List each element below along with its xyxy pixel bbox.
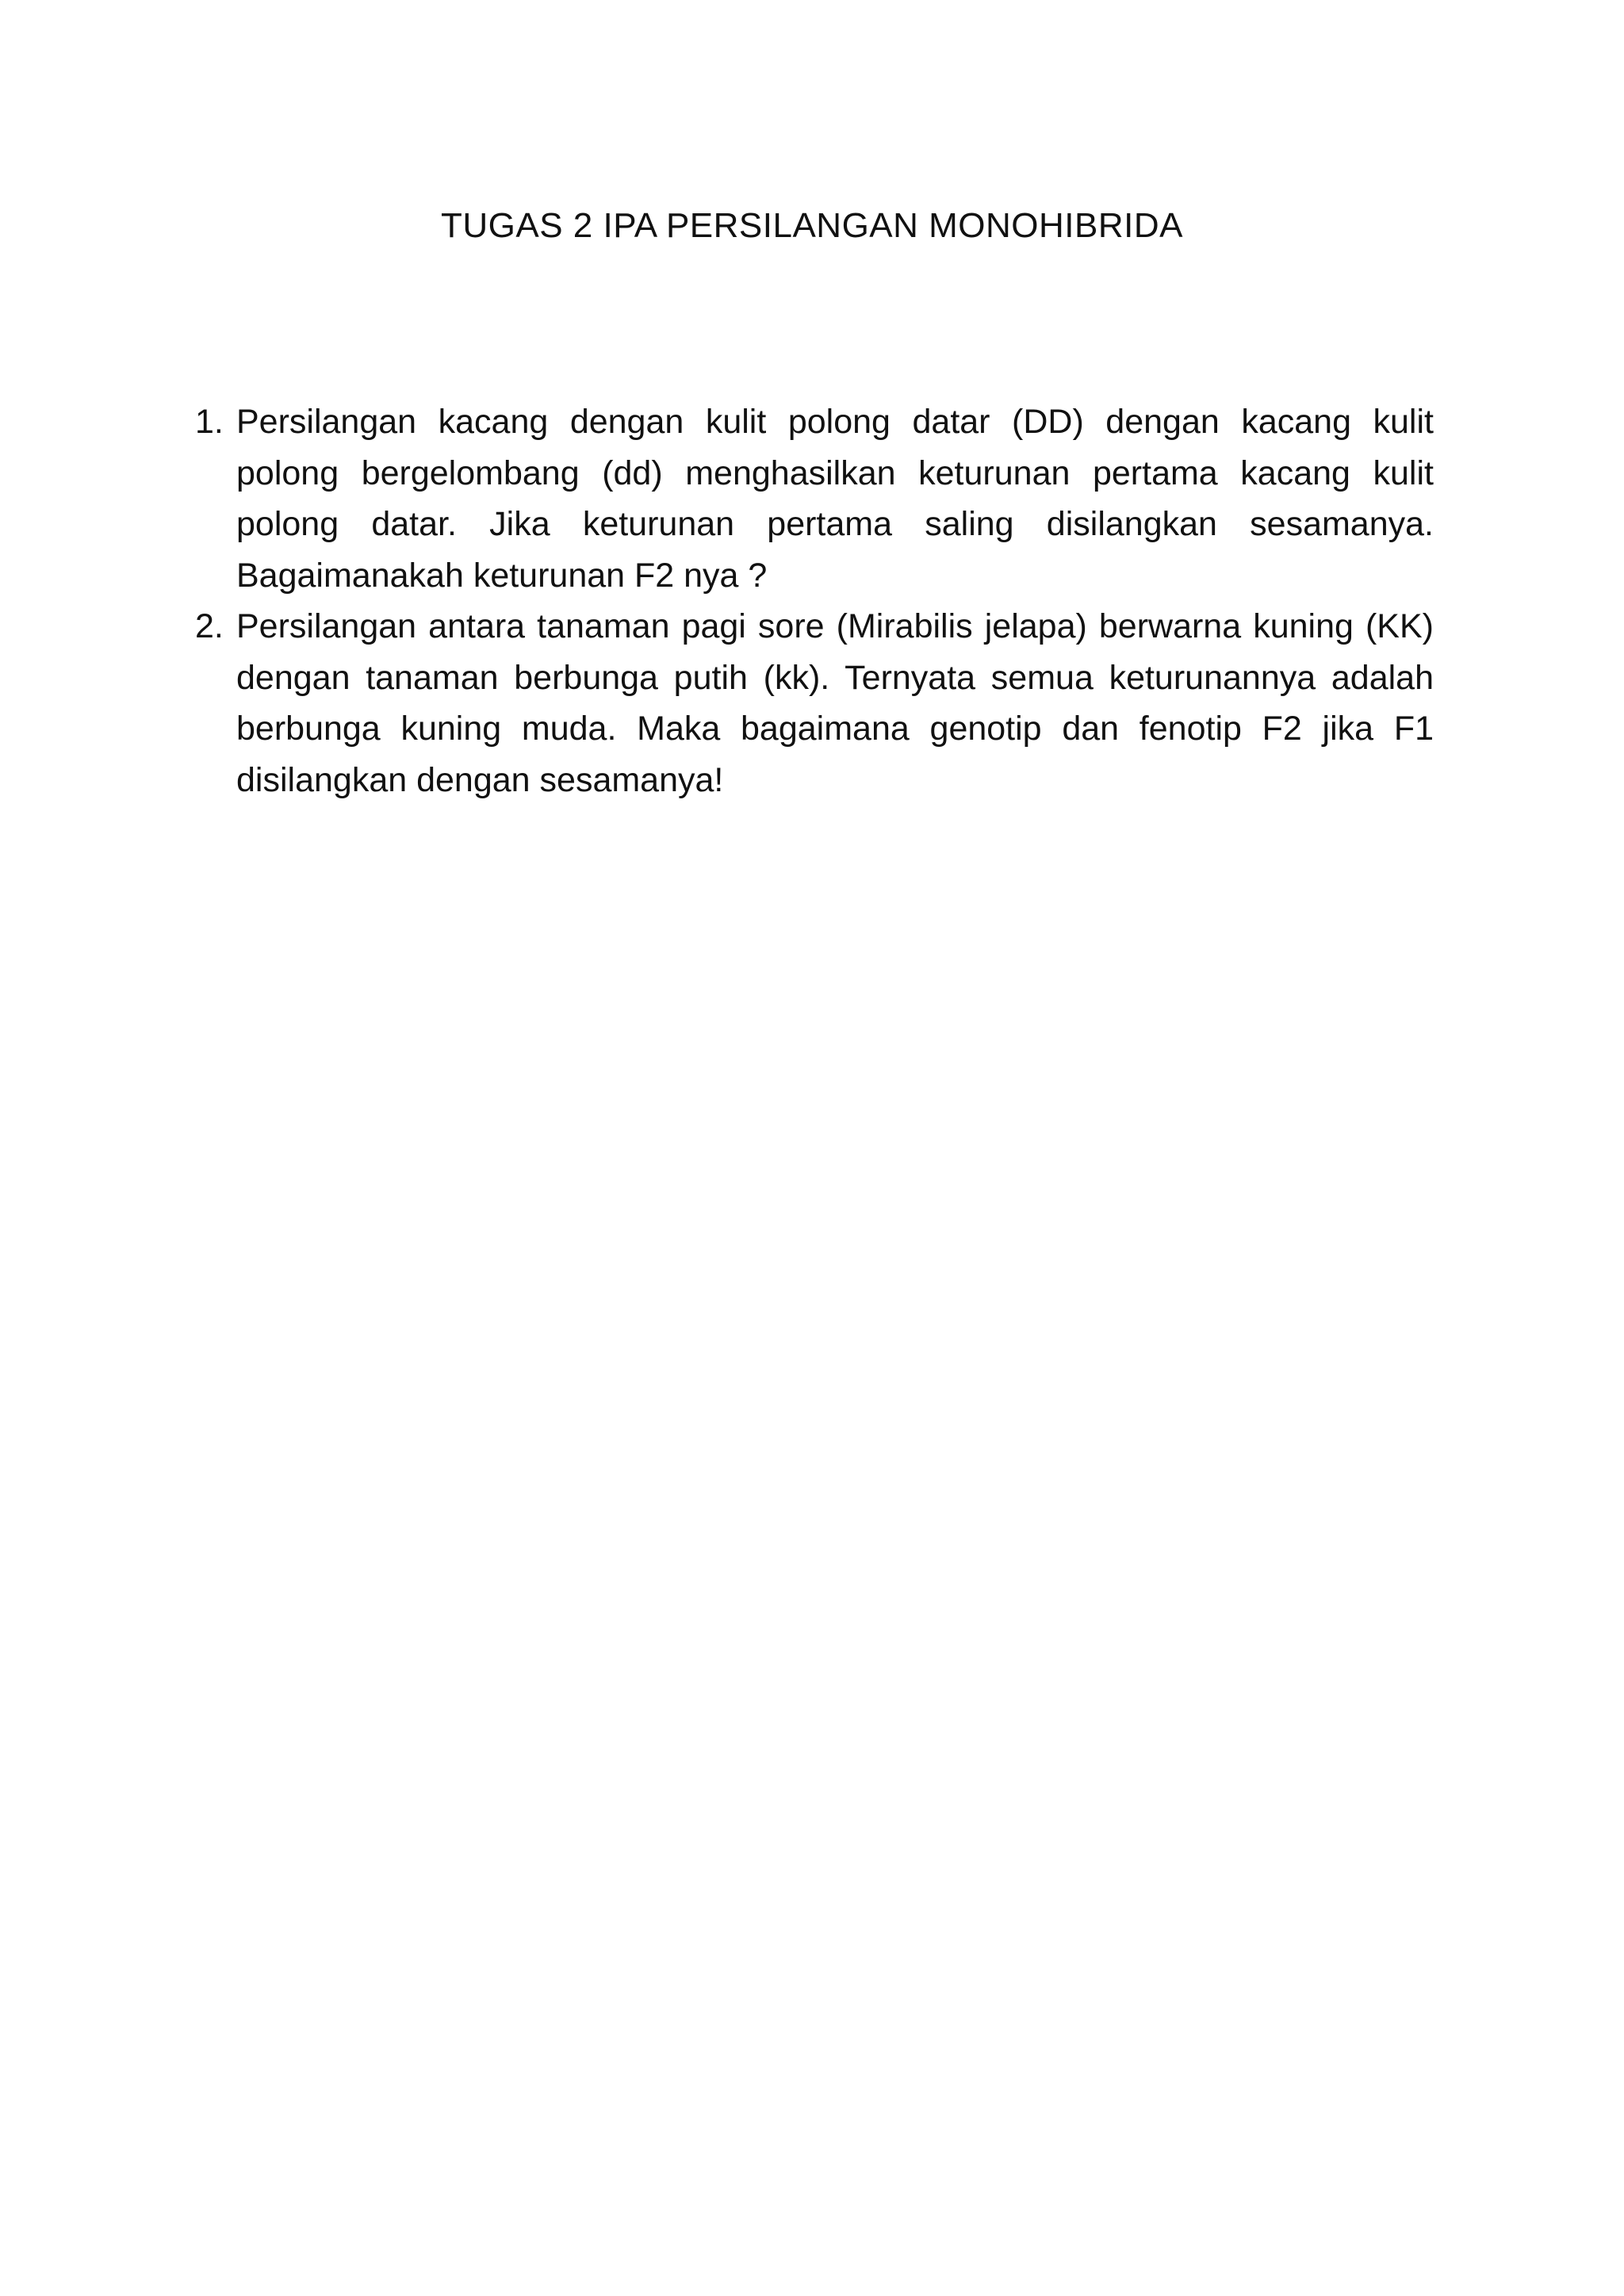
question-item (187, 601, 1434, 806)
question-list (187, 396, 1434, 806)
question-text: Persilangan antara tanaman pagi sore (Mirabilis jelapa) berwarna kuning (KK) dengan tanaman berbunga putih (kk). Ternyata semua keturunannya adalah berbunga kuning muda. Maka bagaimana genotip dan fenotip F2 jika F1 disilangkan dengan sesamanya! (236, 607, 1434, 799)
page-title: TUGAS 2 IPA PERSILANGAN MONOHIBRIDA (441, 206, 1183, 245)
question-number: 1. (195, 403, 224, 441)
question-number: 2. (195, 607, 224, 645)
question-text: Persilangan kacang dengan kulit polong datar (DD) dengan kacang kulit polong bergelombang (dd) menghasilkan keturunan pertama kacang kulit polong datar. Jika keturunan pertama saling disilangkan sesamanya. Bagaimanakah keturunan F2 nya ? (236, 403, 1434, 595)
question-item (187, 396, 1434, 601)
